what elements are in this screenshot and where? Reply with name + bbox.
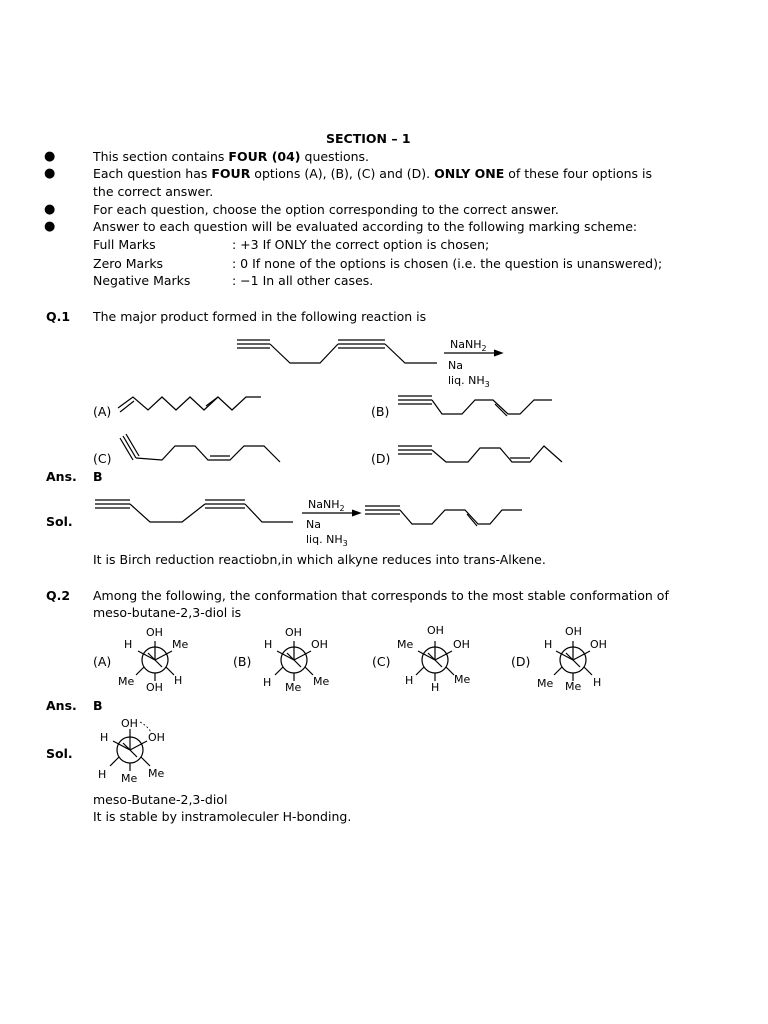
reagent-liq-nh3: liq. NH	[448, 374, 485, 387]
bullet-icon: ●	[44, 202, 56, 217]
svg-text:NaNH2: NaNH$_2$	[450, 338, 487, 353]
svg-text:Me: Me	[537, 677, 554, 690]
svg-text:OH: OH	[590, 638, 607, 651]
svg-text:OH: OH	[453, 638, 470, 651]
instruction-1: This section contains FOUR (04) questions.	[93, 149, 369, 164]
marking-value: : +3 If ONLY the correct option is chosen;	[232, 237, 490, 252]
marking-label: Zero Marks	[93, 256, 164, 271]
solution-label: Sol.	[46, 514, 73, 529]
option-b-label: (B)	[371, 404, 390, 419]
reagent-na: Na	[448, 359, 463, 372]
answer-label: Ans.	[46, 469, 77, 484]
instruction-3: For each question, choose the option corresponding to the correct answer.	[93, 202, 559, 217]
question-text-cont: meso-butane-2,3-diol is	[93, 605, 242, 620]
svg-text:H: H	[264, 638, 273, 651]
svg-text:OH: OH	[565, 625, 582, 638]
svg-text:Me: Me	[565, 680, 582, 693]
marking-value: : 0 If none of the options is chosen (i.e. the question is unanswered);	[232, 256, 663, 271]
marking-label: Full Marks	[93, 237, 156, 252]
marking-label: Negative Marks	[93, 273, 191, 288]
svg-text:Me: Me	[172, 638, 189, 651]
reagent-nanh2: NaNH	[450, 338, 482, 351]
svg-text:OH: OH	[121, 717, 138, 730]
instruction-2: Each question has FOUR options (A), (B), (C) and (D). ONLY ONE of these four options is	[93, 166, 653, 181]
svg-text:Me: Me	[148, 767, 165, 780]
option-c-label: (C)	[93, 451, 112, 466]
svg-text:OH: OH	[148, 731, 165, 744]
option-a-label: (A)	[93, 654, 112, 669]
reagent-nanh2: NaNH	[308, 498, 340, 511]
svg-text:liq. NH3: liq. $NH_3$	[448, 374, 490, 389]
question-number: Q.2	[46, 588, 71, 603]
solution-label: Sol.	[46, 746, 73, 761]
svg-text:Me: Me	[313, 675, 330, 688]
svg-text:H: H	[431, 681, 440, 694]
svg-text:H: H	[544, 638, 553, 651]
answer-value: B	[93, 469, 103, 484]
question-text: The major product formed in the following reaction is	[93, 309, 427, 324]
svg-text:H: H	[263, 676, 272, 689]
svg-text:Me: Me	[285, 681, 302, 694]
svg-text:H: H	[98, 768, 107, 781]
marking-value: : −1 In all other cases.	[232, 273, 374, 288]
svg-text:OH: OH	[146, 681, 163, 694]
svg-text:H: H	[593, 676, 602, 689]
reagent-na: Na	[306, 518, 321, 531]
svg-text:Me: Me	[454, 673, 471, 686]
svg-text:Me: Me	[397, 638, 414, 651]
bullet-icon: ●	[44, 219, 56, 234]
option-d-label: (D)	[511, 654, 531, 669]
bullet-icon: ●	[44, 166, 56, 181]
bullet-icon: ●	[44, 149, 56, 164]
solution-text: It is Birch reduction reactiobn,in which alkyne reduces into trans-Alkene.	[93, 552, 546, 567]
solution-text-cont: It is stable by instramoleculer H-bonding.	[93, 809, 352, 824]
svg-text:OH: OH	[311, 638, 328, 651]
svg-text:OH: OH	[285, 626, 302, 639]
answer-label: Ans.	[46, 698, 77, 713]
option-a-label: (A)	[93, 404, 112, 419]
question-text: Among the following, the conformation that corresponds to the most stable conformation of	[93, 588, 669, 603]
svg-text:NaNH2: NaNH$_2$	[308, 498, 345, 513]
svg-text:H: H	[100, 731, 109, 744]
svg-text:H: H	[174, 674, 183, 687]
section-title: SECTION – 1	[326, 131, 411, 146]
answer-value: B	[93, 698, 103, 713]
svg-text:H: H	[405, 674, 414, 687]
svg-text:Me: Me	[121, 772, 138, 785]
instruction-2-cont: the correct answer.	[93, 184, 214, 199]
svg-text:H: H	[124, 638, 133, 651]
svg-text:Me: Me	[118, 675, 135, 688]
option-d-label: (D)	[371, 451, 391, 466]
option-b-label: (B)	[233, 654, 252, 669]
reagent-liq-nh3: liq. NH	[306, 533, 343, 546]
instruction-4: Answer to each question will be evaluated according to the following marking scheme:	[93, 219, 638, 234]
svg-text:OH: OH	[146, 626, 163, 639]
option-c-label: (C)	[372, 654, 391, 669]
svg-text:liq. NH3: liq. $NH_3$	[306, 533, 348, 548]
svg-text:OH: OH	[427, 624, 444, 637]
solution-text: meso-Butane-2,3-diol	[93, 792, 228, 807]
question-number: Q.1	[46, 309, 71, 324]
